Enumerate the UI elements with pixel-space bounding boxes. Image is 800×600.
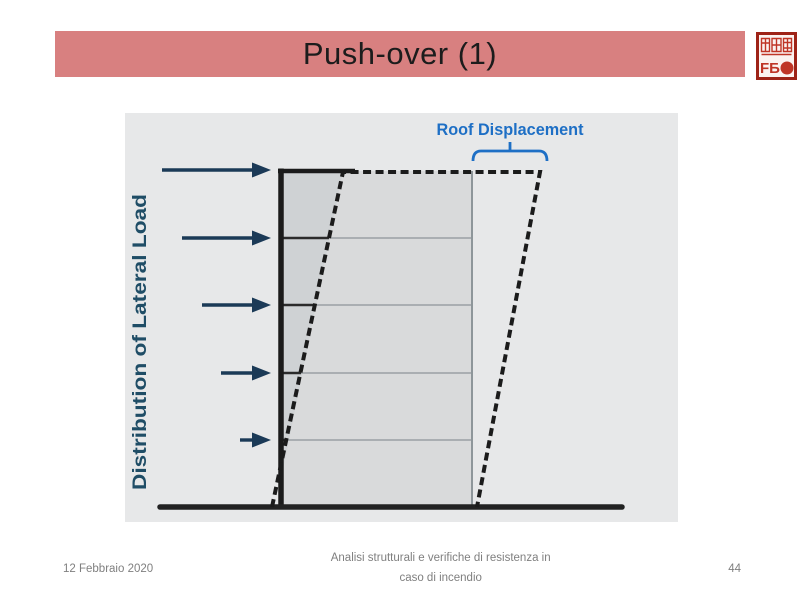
roof-displacement-label: Roof Displacement bbox=[436, 120, 584, 139]
footer-page-number: 44 bbox=[728, 563, 741, 575]
page-title: Push-over (1) bbox=[302, 36, 498, 71]
footer-course-line1: Analisi strutturali e verifiche di resistenza in bbox=[330, 552, 551, 565]
footer-course-line2: caso di incendio bbox=[399, 572, 482, 584]
footer-course-title bbox=[153, 549, 728, 588]
footer-date: 12 Febbraio 2020 bbox=[63, 563, 154, 575]
seal-letters: FБ bbox=[760, 60, 780, 77]
lateral-load-label: Distribution of Lateral Load bbox=[130, 241, 151, 490]
slide-footer bbox=[55, 547, 745, 591]
